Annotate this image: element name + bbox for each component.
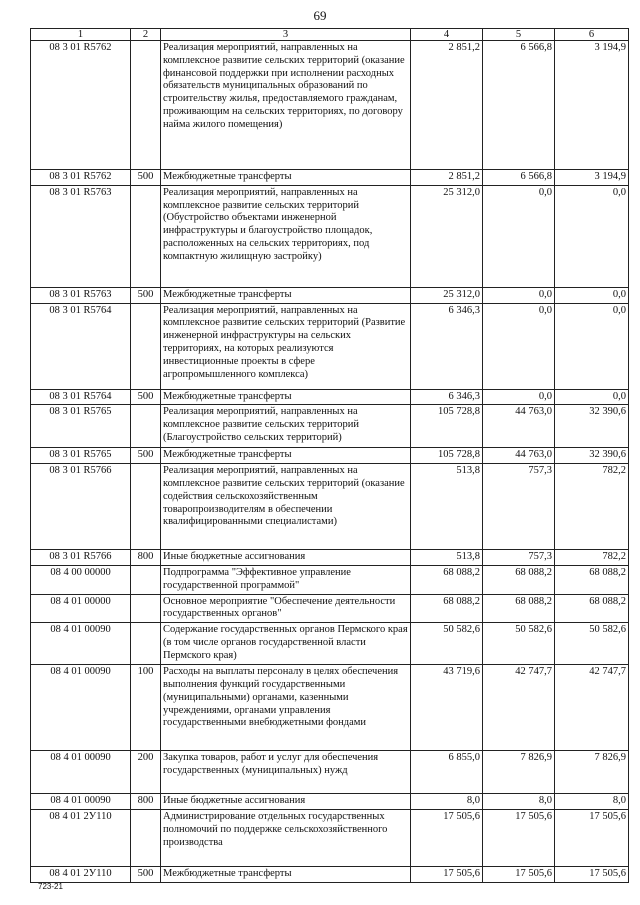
amount-col-4-cell: 25 312,0 [411,287,483,303]
amount-col-5-cell: 44 763,0 [483,448,555,464]
amount-col-4-cell: 43 719,6 [411,665,483,751]
expense-type-cell: 500 [131,287,161,303]
amount-col-6-cell: 50 582,6 [555,623,629,665]
name-cell: Иные бюджетные ассигнования [161,794,411,810]
table-row [31,866,629,882]
name-cell: Реализация мероприятий, направленных на комплексное развитие сельских территорий (Развитие инженерной инфраструктуры на сельских территориях, на которых реализуются инвестиционные проекты в сфере агропромышленного комплекса) [161,303,411,389]
expense-type-cell [131,303,161,389]
expense-type-cell [131,185,161,287]
expense-type-cell [131,405,161,448]
table-row [31,170,629,186]
header-col-4: 4 [411,29,483,41]
amount-col-6-cell: 0,0 [555,287,629,303]
name-cell: Межбюджетные трансферты [161,448,411,464]
amount-col-6-cell: 68 088,2 [555,565,629,594]
amount-col-5-cell: 757,3 [483,464,555,550]
amount-col-6-cell: 17 505,6 [555,866,629,882]
name-cell: Реализация мероприятий, направленных на комплексное развитие сельских территорий (Благоустройство сельских территорий) [161,405,411,448]
table-row [31,623,629,665]
amount-col-5-cell: 757,3 [483,550,555,566]
header-col-6: 6 [555,29,629,41]
code-cell: 08 3 01 R5764 [31,303,131,389]
amount-col-4-cell: 6 855,0 [411,751,483,794]
table-body [31,41,629,883]
name-cell: Содержание государственных органов Пермского края (в том числе органов государственной власти Пермского края) [161,623,411,665]
name-cell: Реализация мероприятий, направленных на комплексное развитие сельских территорий (Обустройство объектами инженерной инфраструктуры и благоустройство площадок, расположенных на сельских территориях, под компактную жилищную застройку) [161,185,411,287]
amount-col-5-cell: 0,0 [483,287,555,303]
name-cell: Расходы на выплаты персоналу в целях обеспечения выполнения функций государственными (муниципальными) органами, казенными учреждениями, органами управления государственными внебюджетными фондами [161,665,411,751]
name-cell: Межбюджетные трансферты [161,287,411,303]
table-row [31,287,629,303]
code-cell: 08 3 01 R5765 [31,405,131,448]
expense-type-cell [131,565,161,594]
amount-col-6-cell: 3 194,9 [555,41,629,170]
table-row [31,550,629,566]
amount-col-4-cell: 17 505,6 [411,809,483,866]
amount-col-4-cell: 6 346,3 [411,389,483,405]
amount-col-6-cell: 17 505,6 [555,809,629,866]
expense-type-cell [131,623,161,665]
expense-type-cell: 200 [131,751,161,794]
budget-table [30,28,629,883]
header-row [31,29,629,41]
amount-col-4-cell: 25 312,0 [411,185,483,287]
header-col-1: 1 [31,29,131,41]
header-col-5: 5 [483,29,555,41]
table-row [31,665,629,751]
code-cell: 08 3 01 R5766 [31,550,131,566]
amount-col-6-cell: 782,2 [555,550,629,566]
code-cell: 08 4 01 00090 [31,665,131,751]
amount-col-6-cell: 68 088,2 [555,594,629,623]
table-row [31,389,629,405]
amount-col-4-cell: 17 505,6 [411,866,483,882]
name-cell: Межбюджетные трансферты [161,866,411,882]
amount-col-6-cell: 0,0 [555,185,629,287]
amount-col-4-cell: 2 851,2 [411,41,483,170]
name-cell: Закупка товаров, работ и услуг для обеспечения государственных (муниципальных) нужд [161,751,411,794]
code-cell: 08 3 01 R5763 [31,185,131,287]
table-row [31,185,629,287]
amount-col-5-cell: 0,0 [483,303,555,389]
amount-col-4-cell: 105 728,8 [411,405,483,448]
amount-col-5-cell: 68 088,2 [483,565,555,594]
header-col-3: 3 [161,29,411,41]
expense-type-cell [131,809,161,866]
code-cell: 08 4 00 00000 [31,565,131,594]
amount-col-4-cell: 105 728,8 [411,448,483,464]
code-cell: 08 3 01 R5766 [31,464,131,550]
amount-col-5-cell: 7 826,9 [483,751,555,794]
amount-col-4-cell: 68 088,2 [411,594,483,623]
name-cell: Подпрограмма "Эффективное управление государственной программой" [161,565,411,594]
code-cell: 08 3 01 R5763 [31,287,131,303]
expense-type-cell: 500 [131,448,161,464]
table-header [31,29,629,41]
amount-col-4-cell: 6 346,3 [411,303,483,389]
code-cell: 08 3 01 R5762 [31,41,131,170]
table-row [31,809,629,866]
amount-col-6-cell: 3 194,9 [555,170,629,186]
amount-col-5-cell: 44 763,0 [483,405,555,448]
expense-type-cell [131,41,161,170]
amount-col-6-cell: 32 390,6 [555,405,629,448]
amount-col-4-cell: 513,8 [411,550,483,566]
amount-col-5-cell: 50 582,6 [483,623,555,665]
name-cell: Реализация мероприятий, направленных на комплексное развитие сельских территорий (оказание финансовой поддержки при исполнении расходных обязательств муниципальных образований по строительству жилья, предоставляемого гражданам, проживающим на сельских территориях, по договору найма жилого помещения) [161,41,411,170]
table-row [31,41,629,170]
code-cell: 08 4 01 00090 [31,794,131,810]
name-cell: Иные бюджетные ассигнования [161,550,411,566]
page-number: 69 [313,8,327,23]
name-cell: Межбюджетные трансферты [161,389,411,405]
expense-type-cell [131,594,161,623]
header-col-2: 2 [131,29,161,41]
amount-col-5-cell: 17 505,6 [483,809,555,866]
name-cell: Администрирование отдельных государственных полномочий по поддержке сельскохозяйственного производства [161,809,411,866]
code-cell: 08 3 01 R5765 [31,448,131,464]
expense-type-cell: 500 [131,389,161,405]
amount-col-6-cell: 8,0 [555,794,629,810]
amount-col-5-cell: 42 747,7 [483,665,555,751]
amount-col-5-cell: 0,0 [483,185,555,287]
expense-type-cell: 100 [131,665,161,751]
amount-col-6-cell: 7 826,9 [555,751,629,794]
amount-col-5-cell: 8,0 [483,794,555,810]
expense-type-cell: 800 [131,794,161,810]
footer-code: 723-21 [38,882,63,891]
amount-col-5-cell: 68 088,2 [483,594,555,623]
table-row [31,448,629,464]
amount-col-5-cell: 0,0 [483,389,555,405]
code-cell: 08 3 01 R5764 [31,389,131,405]
code-cell: 08 4 01 00090 [31,623,131,665]
amount-col-4-cell: 50 582,6 [411,623,483,665]
table-row [31,464,629,550]
table-row [31,794,629,810]
amount-col-4-cell: 8,0 [411,794,483,810]
amount-col-6-cell: 782,2 [555,464,629,550]
expense-type-cell [131,464,161,550]
code-cell: 08 4 01 2У110 [31,866,131,882]
name-cell: Основное мероприятие "Обеспечение деятельности государственных органов" [161,594,411,623]
amount-col-6-cell: 42 747,7 [555,665,629,751]
code-cell: 08 4 01 2У110 [31,809,131,866]
table-row [31,594,629,623]
expense-type-cell: 500 [131,866,161,882]
name-cell: Межбюджетные трансферты [161,170,411,186]
table-row [31,751,629,794]
code-cell: 08 3 01 R5762 [31,170,131,186]
code-cell: 08 4 01 00090 [31,751,131,794]
code-cell: 08 4 01 00000 [31,594,131,623]
amount-col-5-cell: 6 566,8 [483,170,555,186]
amount-col-6-cell: 0,0 [555,303,629,389]
amount-col-4-cell: 513,8 [411,464,483,550]
amount-col-5-cell: 17 505,6 [483,866,555,882]
amount-col-5-cell: 6 566,8 [483,41,555,170]
amount-col-4-cell: 68 088,2 [411,565,483,594]
name-cell: Реализация мероприятий, направленных на комплексное развитие сельских территорий (оказание содействия сельскохозяйственным товаропроизводителям в обеспечении квалифицированными специалистами) [161,464,411,550]
table-row [31,565,629,594]
amount-col-6-cell: 32 390,6 [555,448,629,464]
expense-type-cell: 500 [131,170,161,186]
table-row [31,405,629,448]
amount-col-6-cell: 0,0 [555,389,629,405]
expense-type-cell: 800 [131,550,161,566]
amount-col-4-cell: 2 851,2 [411,170,483,186]
table-row [31,303,629,389]
